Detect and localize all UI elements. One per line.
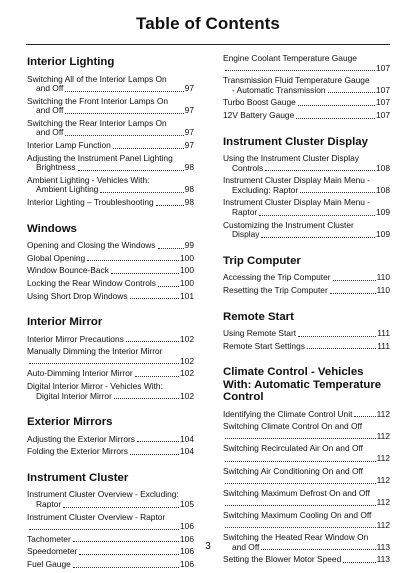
toc-entry[interactable] bbox=[27, 279, 194, 289]
toc-section bbox=[223, 253, 390, 299]
section-spacer bbox=[223, 243, 390, 253]
dot-leader bbox=[296, 118, 375, 119]
toc-entry[interactable] bbox=[223, 176, 390, 195]
entry-title-line2: and Off bbox=[36, 127, 64, 138]
section-heading: Instrument Cluster bbox=[27, 471, 129, 484]
entry-page-number: 113 bbox=[376, 541, 390, 552]
entry-title: Switching the Rear Interior Lamps On bbox=[27, 117, 167, 128]
toc-entry[interactable] bbox=[27, 241, 194, 251]
entry-title: Interior Lamp Function bbox=[27, 140, 111, 151]
entry-title: Interior Mirror Precautions bbox=[27, 333, 124, 344]
entry-page-number: 97 bbox=[184, 105, 194, 116]
entry-title-line2: Ambient Lighting bbox=[36, 184, 99, 195]
entry-page-number: 113 bbox=[376, 554, 390, 565]
entry-title: Using Remote Start bbox=[223, 328, 297, 338]
entry-page-number: 112 bbox=[376, 430, 390, 441]
dot-leader bbox=[78, 170, 184, 171]
entry-page-number: 100 bbox=[180, 265, 194, 276]
entry-title: Resetting the Trip Computer bbox=[223, 284, 328, 295]
entry-title: Turbo Boost Gauge bbox=[223, 97, 296, 108]
toc-section bbox=[27, 470, 194, 573]
section-spacer bbox=[27, 404, 194, 414]
toc-section bbox=[223, 309, 390, 355]
entry-title-continued bbox=[223, 230, 390, 240]
toc-entry[interactable] bbox=[27, 369, 194, 379]
toc-entry[interactable] bbox=[27, 335, 194, 345]
entry-title: Locking the Rear Window Controls bbox=[27, 277, 156, 288]
entry-title-line2: Controls bbox=[232, 162, 264, 173]
toc-entry[interactable] bbox=[27, 154, 194, 173]
toc-entry[interactable] bbox=[27, 560, 194, 570]
entry-title-continued bbox=[223, 521, 390, 531]
dot-leader bbox=[158, 286, 179, 287]
dot-leader bbox=[100, 192, 183, 193]
entry-title-line2: Raptor bbox=[36, 498, 62, 509]
entry-title: Switching Air Conditioning On and Off bbox=[223, 465, 363, 476]
dot-leader bbox=[113, 148, 184, 149]
entry-title-line2: and Off bbox=[36, 83, 64, 94]
entry-title-line2: Display bbox=[232, 229, 260, 240]
entry-page-number: 102 bbox=[180, 368, 194, 379]
dot-leader bbox=[65, 91, 183, 92]
dot-leader bbox=[298, 336, 376, 337]
entry-page-number: 100 bbox=[180, 277, 194, 288]
entry-title-continued bbox=[223, 64, 390, 74]
toc-entry[interactable] bbox=[223, 111, 390, 121]
toc-entry[interactable] bbox=[223, 444, 390, 463]
entry-title: Instrument Cluster Overview - Excluding: bbox=[27, 489, 179, 500]
toc-entry[interactable] bbox=[27, 198, 194, 208]
section-spacer bbox=[27, 304, 194, 314]
entry-title-continued bbox=[223, 476, 390, 486]
entry-page-number: 110 bbox=[376, 272, 390, 283]
dot-leader bbox=[130, 298, 179, 299]
dot-leader bbox=[114, 398, 179, 399]
section-spacer bbox=[223, 299, 390, 309]
entry-page-number: 97 bbox=[184, 140, 194, 151]
entry-title-continued bbox=[223, 164, 390, 174]
toc-entry[interactable] bbox=[27, 435, 194, 445]
entry-title: 12V Battery Gauge bbox=[223, 109, 295, 120]
dot-leader bbox=[261, 237, 375, 238]
entry-page-number: 112 bbox=[376, 408, 390, 419]
entry-title: Speedometer bbox=[27, 546, 78, 557]
entry-title-continued bbox=[223, 86, 390, 96]
entry-title-line2: Excluding: Raptor bbox=[232, 184, 299, 195]
page-title: Table of Contents bbox=[136, 14, 280, 33]
entry-title: Switching All of the Interior Lamps On bbox=[27, 73, 167, 84]
entry-page-number: 104 bbox=[180, 446, 194, 457]
entry-title: Instrument Cluster Display Main Menu - bbox=[223, 197, 371, 208]
section-heading: Windows bbox=[27, 222, 77, 235]
entry-page-number: 107 bbox=[376, 62, 390, 73]
toc-section bbox=[223, 134, 390, 243]
entry-title: Digital Interior Mirror - Vehicles With: bbox=[27, 380, 163, 391]
dot-leader bbox=[333, 280, 376, 281]
dot-leader bbox=[135, 376, 179, 377]
entry-page-number: 105 bbox=[180, 498, 194, 509]
section-spacer bbox=[223, 354, 390, 364]
left-column bbox=[27, 54, 194, 573]
toc-entry[interactable] bbox=[27, 176, 194, 195]
entry-page-number: 108 bbox=[376, 162, 390, 173]
entry-page-number: 106 bbox=[180, 533, 194, 544]
toc-entry[interactable] bbox=[223, 286, 390, 296]
dot-leader bbox=[328, 92, 375, 93]
entry-page-number: 100 bbox=[180, 252, 194, 263]
toc-entry[interactable] bbox=[223, 422, 390, 441]
entry-title-line2: - Automatic Transmission bbox=[232, 84, 326, 95]
dot-leader bbox=[265, 170, 375, 171]
entry-page-number: 102 bbox=[180, 390, 194, 401]
entry-title-line2: and Off bbox=[232, 541, 260, 552]
entry-title: Instrument Cluster Overview - Raptor bbox=[27, 511, 166, 522]
entry-page-number: 108 bbox=[376, 184, 390, 195]
dot-leader bbox=[300, 192, 375, 193]
section-spacer bbox=[223, 124, 390, 134]
entry-title-continued bbox=[27, 392, 194, 402]
toc-section bbox=[223, 54, 390, 124]
section-spacer bbox=[27, 211, 194, 221]
dot-leader bbox=[65, 135, 183, 136]
toc-entry[interactable] bbox=[223, 511, 390, 530]
toc-entry[interactable] bbox=[223, 154, 390, 173]
dot-leader bbox=[65, 113, 183, 114]
entry-page-number: 112 bbox=[376, 519, 390, 530]
entry-title: Switching the Heated Rear Window On bbox=[223, 532, 369, 543]
entry-title-line2: and Off bbox=[36, 105, 64, 116]
dot-leader bbox=[111, 273, 179, 274]
entry-page-number: 106 bbox=[180, 546, 194, 557]
dot-leader bbox=[225, 527, 376, 528]
dot-leader bbox=[73, 567, 179, 568]
entry-title: Switching Maximum Cooling On and Off bbox=[223, 510, 372, 521]
toc-entry[interactable] bbox=[223, 76, 390, 95]
dot-leader bbox=[225, 483, 376, 484]
dot-leader bbox=[330, 293, 376, 294]
toc-entry[interactable] bbox=[223, 467, 390, 486]
section-heading: Trip Computer bbox=[223, 254, 301, 267]
toc-entry[interactable] bbox=[27, 119, 194, 138]
entry-title-continued bbox=[27, 185, 194, 195]
entry-page-number: 110 bbox=[376, 284, 390, 295]
entry-title-continued bbox=[223, 186, 390, 196]
toc-entry[interactable] bbox=[223, 329, 390, 339]
entry-page-number: 101 bbox=[180, 290, 194, 301]
entry-title: Interior Lighting – Troubleshooting bbox=[27, 197, 154, 208]
dot-leader bbox=[158, 248, 184, 249]
entry-title-continued bbox=[223, 454, 390, 464]
entry-title: Switching the Front Interior Lamps On bbox=[27, 95, 169, 106]
toc-section bbox=[27, 414, 194, 460]
entry-page-number: 102 bbox=[180, 333, 194, 344]
dot-leader bbox=[137, 441, 179, 442]
dot-leader bbox=[29, 529, 179, 530]
toc-entry[interactable] bbox=[27, 97, 194, 116]
toc-entry[interactable] bbox=[223, 489, 390, 508]
entry-page-number: 98 bbox=[184, 197, 194, 208]
right-column bbox=[223, 54, 390, 568]
entry-title: Engine Coolant Temperature Gauge bbox=[223, 53, 357, 63]
entry-title: Adjusting the Instrument Panel Lighting bbox=[27, 152, 173, 163]
section-spacer bbox=[27, 460, 194, 470]
dot-leader bbox=[156, 205, 184, 206]
dot-leader bbox=[225, 505, 376, 506]
entry-title-line2: Digital Interior Mirror bbox=[36, 390, 112, 401]
entry-page-number: 106 bbox=[180, 558, 194, 569]
section-heading: Exterior Mirrors bbox=[27, 416, 113, 429]
entry-title: Ambient Lighting - Vehicles With: bbox=[27, 174, 150, 185]
entry-title: Switching Climate Control On and Off bbox=[223, 421, 363, 432]
entry-title: Auto-Dimming Interior Mirror bbox=[27, 368, 133, 379]
toc-entry[interactable] bbox=[223, 273, 390, 283]
entry-page-number: 112 bbox=[376, 497, 390, 508]
page-number: 3 bbox=[205, 541, 211, 552]
dot-leader bbox=[354, 416, 375, 417]
section-heading: Interior Lighting bbox=[27, 56, 115, 68]
entry-title: Folding the Exterior Mirrors bbox=[27, 446, 128, 457]
dot-leader bbox=[79, 554, 179, 555]
entry-title-line2: Brightness bbox=[36, 162, 76, 173]
toc-entry[interactable] bbox=[27, 447, 194, 457]
toc-section bbox=[223, 364, 390, 568]
entry-title: Identifying the Climate Control Unit bbox=[223, 408, 353, 419]
entry-page-number: 102 bbox=[180, 355, 194, 366]
dot-leader bbox=[126, 341, 179, 342]
toc-entry[interactable] bbox=[223, 198, 390, 217]
entry-page-number: 99 bbox=[184, 240, 194, 251]
entry-page-number: 107 bbox=[376, 109, 390, 120]
entry-title: Manually Dimming the Interior Mirror bbox=[27, 346, 163, 357]
toc-entry[interactable] bbox=[27, 266, 194, 276]
entry-title: Opening and Closing the Windows bbox=[27, 240, 156, 251]
entry-title-continued bbox=[27, 84, 194, 94]
entry-title-line2: Raptor bbox=[232, 207, 258, 218]
entry-title-continued bbox=[27, 163, 194, 173]
entry-page-number: 111 bbox=[377, 340, 390, 351]
dot-leader bbox=[225, 461, 376, 462]
entry-title: Global Opening bbox=[27, 252, 86, 263]
toc-entry[interactable] bbox=[27, 141, 194, 151]
entry-title: Switching Recirculated Air On and Off bbox=[223, 443, 363, 454]
entry-title-continued bbox=[27, 357, 194, 367]
entry-title: Customizing the Instrument Cluster bbox=[223, 219, 354, 230]
entry-page-number: 107 bbox=[376, 97, 390, 108]
entry-title-continued bbox=[223, 208, 390, 218]
dot-leader bbox=[225, 438, 376, 439]
entry-title-continued bbox=[27, 522, 194, 532]
title-divider bbox=[26, 44, 390, 45]
dot-leader bbox=[130, 454, 179, 455]
entry-title: Switching Maximum Defrost On and Off bbox=[223, 487, 370, 498]
entry-title-continued bbox=[223, 432, 390, 442]
entry-title: Tachometer bbox=[27, 533, 71, 544]
toc-section bbox=[27, 314, 194, 404]
toc-entry[interactable] bbox=[27, 75, 194, 94]
entry-title: Accessing the Trip Computer bbox=[223, 272, 331, 283]
toc-entry[interactable] bbox=[27, 513, 194, 532]
toc-section bbox=[27, 221, 194, 304]
entry-title-continued bbox=[27, 128, 194, 138]
entry-page-number: 107 bbox=[376, 84, 390, 95]
entry-title: Setting the Blower Motor Speed bbox=[223, 554, 342, 565]
toc-entry[interactable] bbox=[223, 54, 390, 73]
dot-leader bbox=[63, 507, 179, 508]
entry-title: Adjusting the Exterior Mirrors bbox=[27, 433, 135, 444]
entry-page-number: 97 bbox=[184, 83, 194, 94]
toc-entry[interactable] bbox=[27, 347, 194, 366]
entry-title-continued bbox=[223, 498, 390, 508]
entry-page-number: 104 bbox=[180, 433, 194, 444]
entry-title: Window Bounce-Back bbox=[27, 265, 109, 276]
toc-entry[interactable] bbox=[27, 292, 194, 302]
section-heading: Interior Mirror bbox=[27, 316, 103, 329]
entry-title: Using Short Drop Windows bbox=[27, 290, 128, 301]
entry-title: Using the Instrument Cluster Display bbox=[223, 153, 359, 164]
entry-page-number: 111 bbox=[377, 328, 390, 338]
entry-page-number: 106 bbox=[180, 521, 194, 532]
dot-leader bbox=[343, 562, 375, 563]
toc-entry[interactable] bbox=[27, 254, 194, 264]
entry-page-number: 98 bbox=[184, 184, 194, 195]
dot-leader bbox=[87, 260, 179, 261]
toc-entry[interactable] bbox=[27, 382, 194, 401]
entry-page-number: 97 bbox=[184, 127, 194, 138]
entry-page-number: 112 bbox=[376, 453, 390, 464]
toc-entry[interactable] bbox=[223, 555, 390, 565]
section-heading: Climate Control - Vehicles With: Automatic Temperature Control bbox=[223, 366, 382, 404]
entry-title: Transmission Fluid Temperature Gauge bbox=[223, 75, 370, 86]
dot-leader bbox=[307, 348, 376, 349]
toc-entry[interactable] bbox=[223, 98, 390, 108]
dot-leader bbox=[225, 70, 375, 71]
entry-title: Instrument Cluster Display Main Menu - bbox=[223, 175, 371, 186]
dot-leader bbox=[29, 363, 179, 364]
dot-leader bbox=[298, 105, 375, 106]
toc-entry[interactable] bbox=[223, 410, 390, 420]
section-heading: Instrument Cluster Display bbox=[223, 135, 368, 148]
entry-title-continued bbox=[27, 500, 194, 510]
toc-section bbox=[27, 54, 194, 211]
entry-page-number: 112 bbox=[376, 475, 390, 486]
dot-leader bbox=[259, 215, 375, 216]
entry-title-continued bbox=[27, 106, 194, 116]
entry-page-number: 109 bbox=[376, 229, 390, 240]
entry-page-number: 98 bbox=[184, 162, 194, 173]
entry-title: Fuel Gauge bbox=[27, 558, 71, 569]
entry-page-number: 109 bbox=[376, 207, 390, 218]
entry-title: Remote Start Settings bbox=[223, 340, 305, 351]
toc-entry[interactable] bbox=[223, 342, 390, 352]
section-heading: Remote Start bbox=[223, 310, 294, 323]
toc-entry[interactable] bbox=[223, 221, 390, 240]
toc-entry[interactable] bbox=[27, 490, 194, 509]
